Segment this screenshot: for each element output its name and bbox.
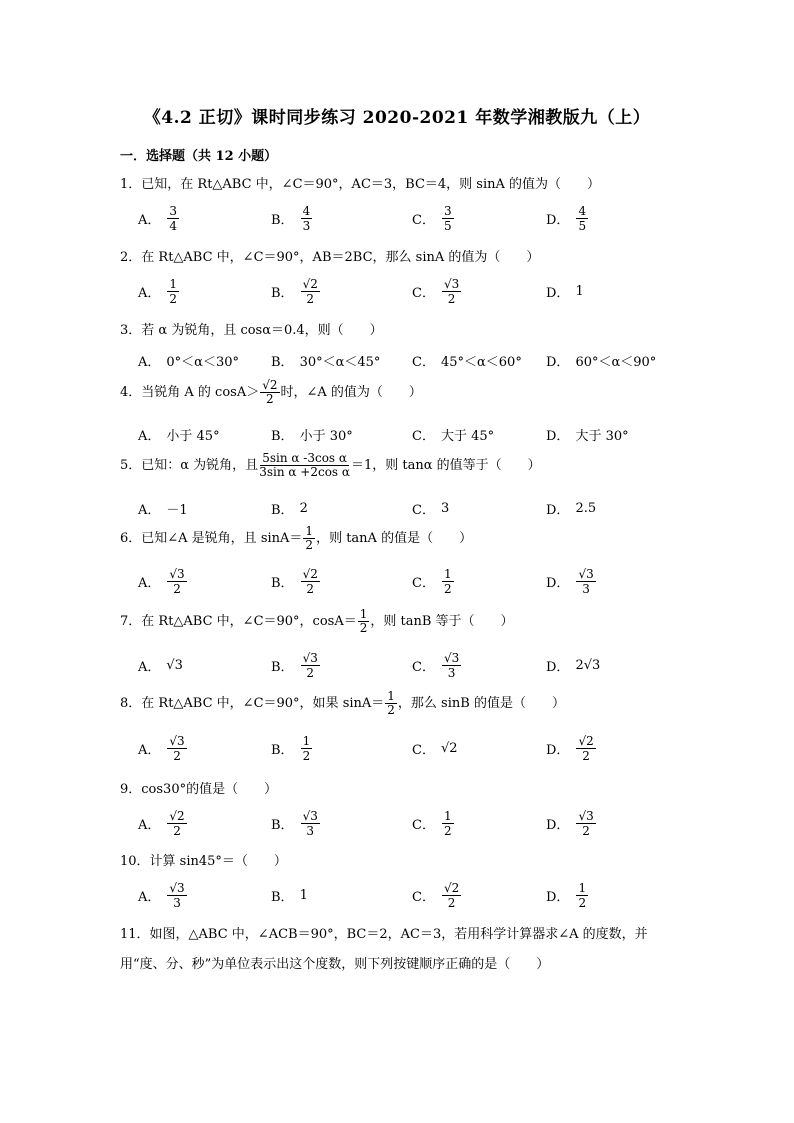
- option-c[interactable]: [412, 733, 458, 763]
- option-b-denominator: 2: [302, 748, 311, 763]
- option-c-fraction: [442, 881, 461, 910]
- option-c-numerator: √2: [443, 880, 460, 895]
- option-d-denominator: 3: [582, 581, 590, 596]
- option-label: B．: [271, 354, 294, 370]
- option-d-numerator: 4: [578, 203, 587, 218]
- stem-text: 8．在 Rt△ABC 中，∠C＝90°，如果 sinA＝: [120, 696, 385, 711]
- option-a-value: 小于 45°: [166, 428, 220, 444]
- option-b[interactable]: [271, 276, 321, 306]
- option-c-numerator: √3: [443, 650, 460, 665]
- option-label: A．: [138, 659, 161, 675]
- option-d-value: 大于 30°: [575, 428, 629, 444]
- option-b[interactable]: [271, 493, 308, 523]
- option-c-value: 大于 45°: [440, 428, 495, 444]
- option-label: A．: [138, 354, 161, 370]
- question-stem: [120, 525, 472, 552]
- stem-text: ＝1，则 tanα 的值等于（ ）: [351, 458, 541, 473]
- option-a-value: √3: [166, 657, 183, 673]
- option-c-denominator: 3: [447, 665, 456, 680]
- option-label: C．: [412, 742, 435, 758]
- stem-text: ，则 tanA 的值是（ ）: [316, 531, 473, 546]
- stem-text: ，则 tanB 等于（ ）: [370, 614, 514, 629]
- option-b[interactable]: [271, 808, 321, 838]
- option-a-fraction: [167, 809, 186, 838]
- question-stem: [120, 608, 514, 635]
- option-a[interactable]: [138, 203, 180, 233]
- question-stem: [120, 452, 541, 479]
- question-stem: [120, 690, 565, 717]
- option-label: A．: [138, 817, 161, 833]
- page-title: 《4.2 正切》课时同步练习 2020-2021 年数学湘教版九（上）: [143, 108, 651, 128]
- option-label: B．: [271, 428, 294, 444]
- option-label: B．: [271, 889, 294, 905]
- option-label: B．: [271, 285, 294, 301]
- option-c-denominator: 2: [443, 823, 452, 838]
- option-b-denominator: 3: [306, 823, 315, 838]
- option-a[interactable]: [138, 650, 183, 680]
- option-d[interactable]: [546, 345, 656, 375]
- option-label: A．: [138, 575, 161, 591]
- option-label: B．: [271, 502, 294, 518]
- option-d-denominator: 5: [578, 218, 587, 233]
- question-stem: 1．已知，在 Rt△ABC 中，∠C＝90°，AC＝3，BC＝4，则 sinA 的值为（ ）: [120, 177, 601, 192]
- option-a-fraction: [167, 734, 186, 763]
- option-label: D．: [546, 889, 570, 905]
- option-c[interactable]: [412, 203, 455, 233]
- option-c-numerator: 1: [443, 566, 452, 581]
- option-b-fraction: [301, 734, 313, 763]
- option-a-denominator: 2: [169, 291, 178, 306]
- option-c[interactable]: [412, 880, 462, 910]
- option-c[interactable]: [412, 650, 462, 680]
- option-a-fraction: [167, 567, 186, 596]
- option-label: A．: [138, 742, 161, 758]
- stem-text: 时，∠A 的值为（ ）: [280, 385, 422, 400]
- option-d[interactable]: [546, 650, 600, 680]
- option-c[interactable]: [412, 493, 449, 523]
- option-c-numerator: 3: [443, 203, 452, 218]
- option-b[interactable]: [271, 733, 313, 763]
- option-d[interactable]: [546, 419, 629, 449]
- option-a[interactable]: [138, 419, 220, 449]
- question-stem: 11．如图，△ABC 中，∠ACB＝90°，BC＝2，AC＝3，若用科学计算器求∠A 的度数，并: [120, 927, 648, 942]
- option-b-numerator: √2: [302, 566, 318, 581]
- option-d[interactable]: [546, 276, 584, 306]
- option-c[interactable]: [412, 419, 494, 449]
- option-c-numerator: √3: [443, 276, 460, 291]
- option-label: C．: [412, 502, 435, 518]
- option-d[interactable]: [546, 808, 597, 838]
- option-a[interactable]: [138, 733, 188, 763]
- option-c-fraction: [442, 809, 454, 838]
- option-d-fraction: [576, 567, 595, 596]
- option-c[interactable]: [412, 808, 455, 838]
- option-b-fraction: [301, 204, 313, 233]
- option-b[interactable]: [271, 566, 321, 596]
- stem-fraction-numerator: 5sin α -3cos α: [262, 451, 347, 465]
- stem-fraction: [303, 525, 315, 552]
- stem-text: 4．当锐角 A 的 cosA＞: [120, 385, 260, 400]
- option-label: B．: [271, 742, 294, 758]
- option-label: D．: [546, 659, 570, 675]
- option-d-numerator: √3: [578, 566, 594, 581]
- option-a-denominator: 2: [173, 823, 181, 838]
- option-d-numerator: √2: [578, 733, 594, 748]
- stem-fraction-denominator: 2: [387, 703, 395, 717]
- option-c[interactable]: [412, 566, 455, 596]
- stem-fraction-numerator: √2: [262, 378, 278, 392]
- option-a-denominator: 2: [173, 748, 181, 763]
- option-a-value: －1: [166, 502, 188, 518]
- option-b-value: 30°＜α＜45°: [299, 354, 381, 370]
- option-b-denominator: 2: [306, 581, 315, 596]
- option-b[interactable]: [271, 345, 380, 375]
- option-a[interactable]: [138, 276, 180, 306]
- stem-fraction-numerator: 1: [305, 524, 314, 538]
- option-label: C．: [412, 817, 435, 833]
- option-label: A．: [138, 889, 161, 905]
- option-c-numerator: 1: [443, 808, 452, 823]
- stem-fraction-numerator: 1: [359, 607, 368, 621]
- option-d-numerator: √3: [578, 808, 594, 823]
- option-a-denominator: 4: [169, 218, 178, 233]
- option-a[interactable]: [138, 566, 188, 596]
- option-label: D．: [546, 354, 570, 370]
- option-d[interactable]: [546, 566, 597, 596]
- option-b-numerator: √3: [302, 650, 318, 665]
- stem-fraction-denominator: 2: [266, 392, 274, 406]
- option-b[interactable]: [271, 650, 321, 680]
- option-label: B．: [271, 212, 294, 228]
- option-c-value: √2: [440, 740, 458, 756]
- option-label: A．: [138, 285, 161, 301]
- option-label: B．: [271, 817, 294, 833]
- option-c-fraction: [442, 204, 454, 233]
- option-a-numerator: 3: [169, 203, 178, 218]
- option-label: C．: [412, 428, 435, 444]
- option-d-value: 60°＜α＜90°: [575, 354, 657, 370]
- option-c-fraction: [442, 651, 461, 680]
- option-b-fraction: [301, 651, 320, 680]
- option-a[interactable]: [138, 493, 188, 523]
- option-c-fraction: [442, 277, 461, 306]
- question-stem: 9．cos30°的值是（ ）: [120, 782, 278, 797]
- option-b-numerator: 4: [302, 203, 311, 218]
- option-label: C．: [412, 354, 435, 370]
- option-a-denominator: 2: [173, 581, 181, 596]
- option-d[interactable]: [546, 880, 589, 910]
- stem-text: 5．已知：α 为锐角，且: [120, 458, 259, 473]
- option-c-denominator: 5: [443, 218, 452, 233]
- option-a-denominator: 3: [173, 895, 181, 910]
- option-b-value: 2: [299, 500, 308, 516]
- section-heading: 一．选择题（共 12 小题）: [120, 149, 278, 164]
- option-d[interactable]: [546, 733, 597, 763]
- option-c[interactable]: [412, 345, 522, 375]
- option-label: D．: [546, 575, 570, 591]
- option-d-denominator: 2: [582, 823, 590, 838]
- option-d[interactable]: [546, 493, 596, 523]
- option-c[interactable]: [412, 276, 462, 306]
- stem-fraction: [259, 452, 350, 479]
- question-stem: 3．若 α 为锐角，且 cosα＝0.4，则（ ）: [120, 323, 383, 338]
- option-d-fraction: [576, 734, 595, 763]
- option-label: B．: [271, 575, 294, 591]
- option-label: D．: [546, 817, 570, 833]
- option-b-denominator: 3: [302, 218, 311, 233]
- option-label: C．: [412, 575, 435, 591]
- option-label: A．: [138, 212, 161, 228]
- option-a[interactable]: [138, 808, 188, 838]
- stem-fraction-denominator: 3sin α +2cos α: [259, 465, 350, 479]
- option-label: D．: [546, 502, 570, 518]
- stem-text: 7．在 Rt△ABC 中，∠C＝90°，cosA＝: [120, 614, 357, 629]
- option-a-numerator: 1: [169, 276, 178, 291]
- option-b-denominator: 2: [306, 665, 315, 680]
- option-b-fraction: [301, 567, 320, 596]
- option-b-value: 1: [299, 887, 308, 903]
- stem-fraction-denominator: 2: [305, 538, 314, 552]
- option-a-value: 0°＜α＜30°: [166, 354, 239, 370]
- stem-text: ，那么 sinB 的值是（ ）: [397, 696, 565, 711]
- option-c-denominator: 2: [443, 581, 452, 596]
- option-b-numerator: 1: [302, 733, 311, 748]
- option-label: B．: [271, 659, 294, 675]
- option-label: C．: [412, 285, 435, 301]
- question-stem-continued: 用“度、分、秒”为单位表示出这个度数，则下列按键顺序正确的是（ ）: [120, 957, 550, 972]
- option-label: C．: [412, 212, 435, 228]
- option-a-numerator: √3: [169, 566, 185, 581]
- option-label: D．: [546, 428, 570, 444]
- option-b-value: 小于 30°: [299, 428, 353, 444]
- option-a-numerator: √3: [169, 880, 185, 895]
- option-b-fraction: [301, 277, 320, 306]
- stem-text: 6．已知∠A 是锐角，且 sinA＝: [120, 531, 303, 546]
- option-a-fraction: [167, 204, 179, 233]
- option-a-numerator: √2: [169, 808, 185, 823]
- option-label: D．: [546, 285, 570, 301]
- stem-fraction: [358, 608, 370, 635]
- option-d-fraction: [576, 204, 588, 233]
- option-d-fraction: [576, 881, 588, 910]
- option-c-value: 45°＜α＜60°: [440, 354, 522, 370]
- option-d-denominator: 2: [582, 748, 590, 763]
- question-stem: 2．在 Rt△ABC 中，∠C＝90°，AB＝2BC，那么 sinA 的值为（ ）: [120, 250, 540, 265]
- option-a-numerator: √3: [169, 733, 185, 748]
- option-d-value: 2.5: [575, 500, 597, 516]
- option-d-denominator: 2: [578, 895, 587, 910]
- option-label: D．: [546, 742, 570, 758]
- option-d[interactable]: [546, 203, 589, 233]
- option-d-numerator: 1: [578, 880, 587, 895]
- option-label: A．: [138, 428, 161, 444]
- option-b[interactable]: [271, 203, 313, 233]
- option-b-numerator: √2: [302, 276, 318, 291]
- option-c-value: 3: [440, 500, 450, 516]
- option-label: A．: [138, 502, 161, 518]
- option-b[interactable]: [271, 419, 353, 449]
- stem-fraction-denominator: 2: [359, 621, 368, 635]
- option-label: D．: [546, 212, 570, 228]
- option-d-value: 2√3: [575, 657, 601, 673]
- option-b[interactable]: [271, 880, 308, 910]
- option-label: C．: [412, 889, 435, 905]
- option-b-denominator: 2: [306, 291, 315, 306]
- option-b-fraction: [301, 809, 320, 838]
- option-a-fraction: [167, 277, 179, 306]
- option-a-fraction: [167, 881, 186, 910]
- question-stem: [120, 379, 422, 406]
- option-label: C．: [412, 659, 435, 675]
- option-c-fraction: [442, 567, 454, 596]
- question-stem: 10．计算 sin45°＝（ ）: [120, 854, 287, 869]
- stem-fraction-numerator: 1: [387, 689, 395, 703]
- option-d-fraction: [576, 809, 595, 838]
- option-c-denominator: 2: [447, 291, 456, 306]
- option-a[interactable]: [138, 880, 188, 910]
- option-c-denominator: 2: [447, 895, 456, 910]
- stem-fraction: [260, 379, 279, 406]
- option-d-value: 1: [575, 283, 584, 299]
- option-a[interactable]: [138, 345, 239, 375]
- option-b-numerator: √3: [302, 808, 318, 823]
- stem-fraction: [385, 690, 397, 717]
